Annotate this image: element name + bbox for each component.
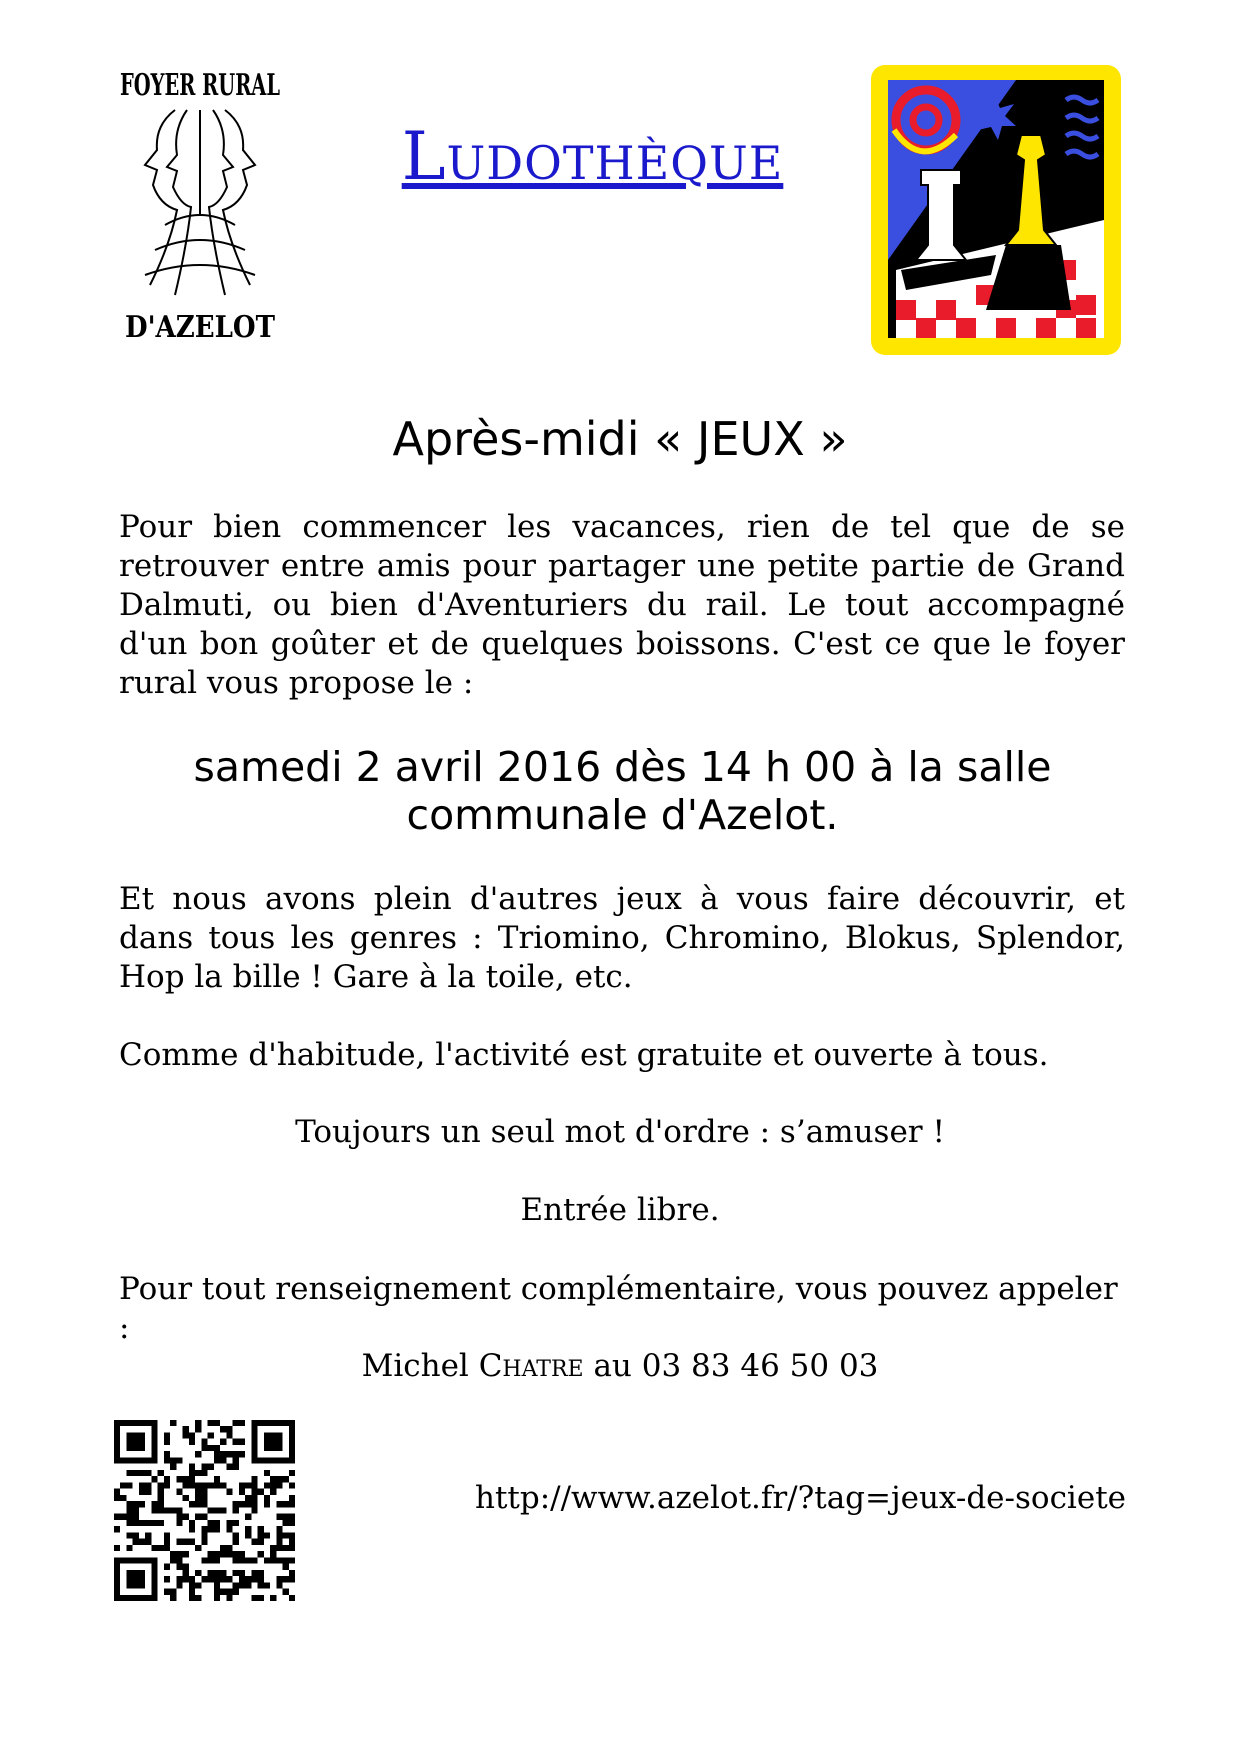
games-paragraph: Et nous avons plein d'autres jeux à vous faire découvrir, et dans tous les genres : Triomino, Chromino, Blokus, Splendor, Hop la bille ! Gare à la toile, etc.	[119, 881, 1125, 995]
event-date-line-1: samedi 2 avril 2016 dès 14 h 00 à la salle	[193, 743, 1052, 791]
contact-phone: au 03 83 46 50 03	[593, 1348, 879, 1384]
entry-text: Entrée libre.	[520, 1192, 720, 1228]
event-date-line-2: communale d'Azelot.	[406, 791, 839, 839]
chess-stamp-icon	[866, 60, 1126, 360]
logo-text-top: FOYER RURAL	[120, 68, 280, 103]
contact-line	[0, 1348, 1240, 1384]
free-activity-text: Comme d'habitude, l'activité est gratuite et ouverte à tous.	[119, 1037, 1049, 1073]
intro-paragraph: Pour bien commencer les vacances, rien de tel que de se retrouver entre amis pour partager une petite partie de Grand Dalmuti, ou bien d'Aventuriers du rail. Le tout accompagné d'un bon goûter et de quelques boissons. C'est ce que le foyer rural vous propose le :	[119, 509, 1125, 701]
event-title: Après-midi « JEUX »	[392, 412, 848, 466]
logo-text-bottom: D'AZELOT	[125, 310, 276, 345]
foyer-rural-logo	[115, 55, 285, 345]
contact-last-name: Chatre	[478, 1348, 584, 1384]
contact-first-name: Michel	[361, 1348, 469, 1384]
info-paragraph: Pour tout renseignement complémentaire, vous pouvez appeler :	[119, 1271, 1118, 1346]
motto-text: Toujours un seul mot d'ordre : s’amuser !	[295, 1114, 945, 1150]
website-url: http://www.azelot.fr/?tag=jeux-de-societe	[475, 1480, 1126, 1516]
event-date	[130, 743, 1115, 839]
qr-code	[114, 1420, 295, 1601]
page-title: Ludothèque	[401, 118, 784, 195]
